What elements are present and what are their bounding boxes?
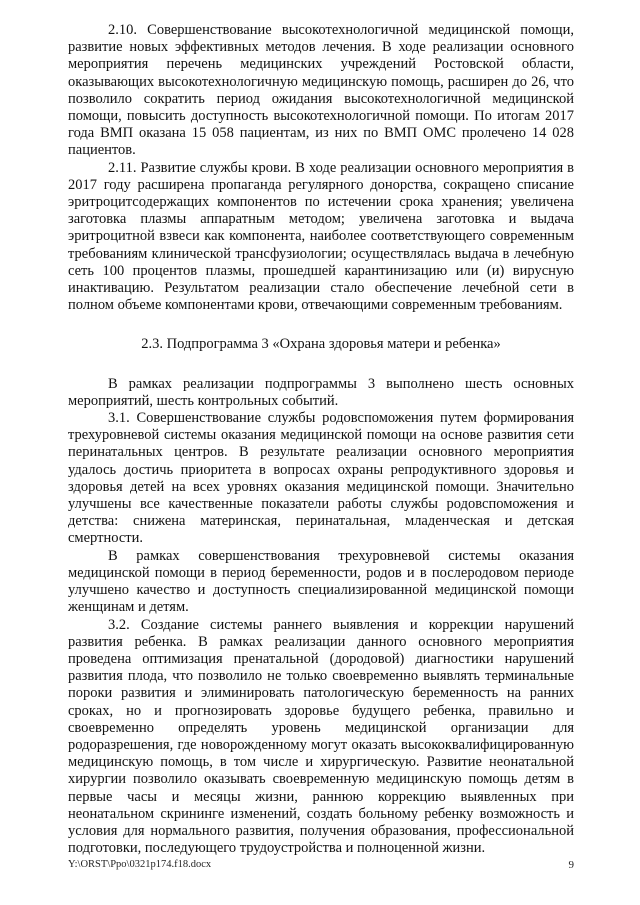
paragraph-2-11: 2.11. Развитие службы крови. В ходе реализации основного мероприятия в 2017 году расширена пропаганда регулярного донорства, сокращено списание эритроцитсодержащих компонентов по истечении срока хранения; увеличена заготовка плазмы аппаратным методом; увеличена заготовка и выдача эритроцитной взвеси как компонента, наиболее соответствующего современным требованиям клинической трансфузиологии; осуществлялась выдача в лечебную сеть 100 процентов плазмы, прошедшей карантинизацию или (и) вирусную инактивацию. Результатом реализации стало обеспечение лечебной сети в полном объеме компонентами крови, отвечающими современным требованиям. [68,159,574,314]
paragraph-subprogram-intro: В рамках реализации подпрограммы 3 выполнено шесть основных мероприятий, шесть контрольных событий. [68,375,574,409]
paragraph-3-1-continued: В рамках совершенствования трехуровневой системы оказания медицинской помощи в период беременности, родов и в послеродовом периоде улучшено качество и доступность специализированной медицинской помощи женщинам и детям. [68,547,574,616]
paragraph-3-1: 3.1. Совершенствование службы родовспоможения путем формирования трехуровневой системы оказания медицинской помощи на основе развития сети перинатальных центров. В результате реализации основного мероприятия удалось достичь приоритета в вопросах охраны репродуктивного здоровья и здоровья детей на всех уровнях оказания медицинской помощи. Значительно улучшены все качественные показатели работы службы родовспоможения и детства: снижена материнская, перинатальная, младенческая и детская смертности. [68,410,574,547]
document-body [68,22,574,857]
footer-file-path: Y:\ORST\Ppo\0321p174.f18.docx [68,859,212,870]
paragraph-3-2: 3.2. Создание системы раннего выявления и коррекции нарушений развития ребенка. В рамках реализации данного основного мероприятия проведена оптимизация пренатальной (дородовой) диагностики нарушений развития плода, что позволило не только своевременно выявлять терминальные пороки развития и элиминировать патологическую беременность на ранних сроках, но и прогнозировать здоровье будущего ребенка, правильно и своевременно определять уровень медицинской организации для родоразрешения, где новорожденному могут оказать высококвалифицированную медицинскую помощь, в том числе и хирургическую. Развитие неонатальной хирургии позволило оказывать своевременную медицинскую помощь детям в первые часы и месяцы жизни, раннюю коррекцию выявленных при неонатальном скрининге изменений, создать больному ребенку возможность и условия для нормального развития, получения образования, профессиональной подготовки, последующего трудоустройства и полноценной жизни. [68,616,574,857]
paragraph-2-10: 2.10. Совершенствование высокотехнологичной медицинской помощи, развитие новых эффективных методов лечения. В ходе реализации основного мероприятия перечень медицинских учреждений Ростовской области, оказывающих высокотехнологичную медицинскую помощь, расширен до 26, что позволило сократить период ожидания высокотехнологичной медицинской помощи, повысить доступность высокотехнологичной помощи. По итогам 2017 года ВМП оказана 15 058 пациентам, из них по ВМП ОМС пролечено 14 028 пациентов. [68,22,574,159]
section-heading: 2.3. Подпрограмма 3 «Охрана здоровья матери и ребенка» [141,336,501,353]
page-number: 9 [568,859,574,871]
